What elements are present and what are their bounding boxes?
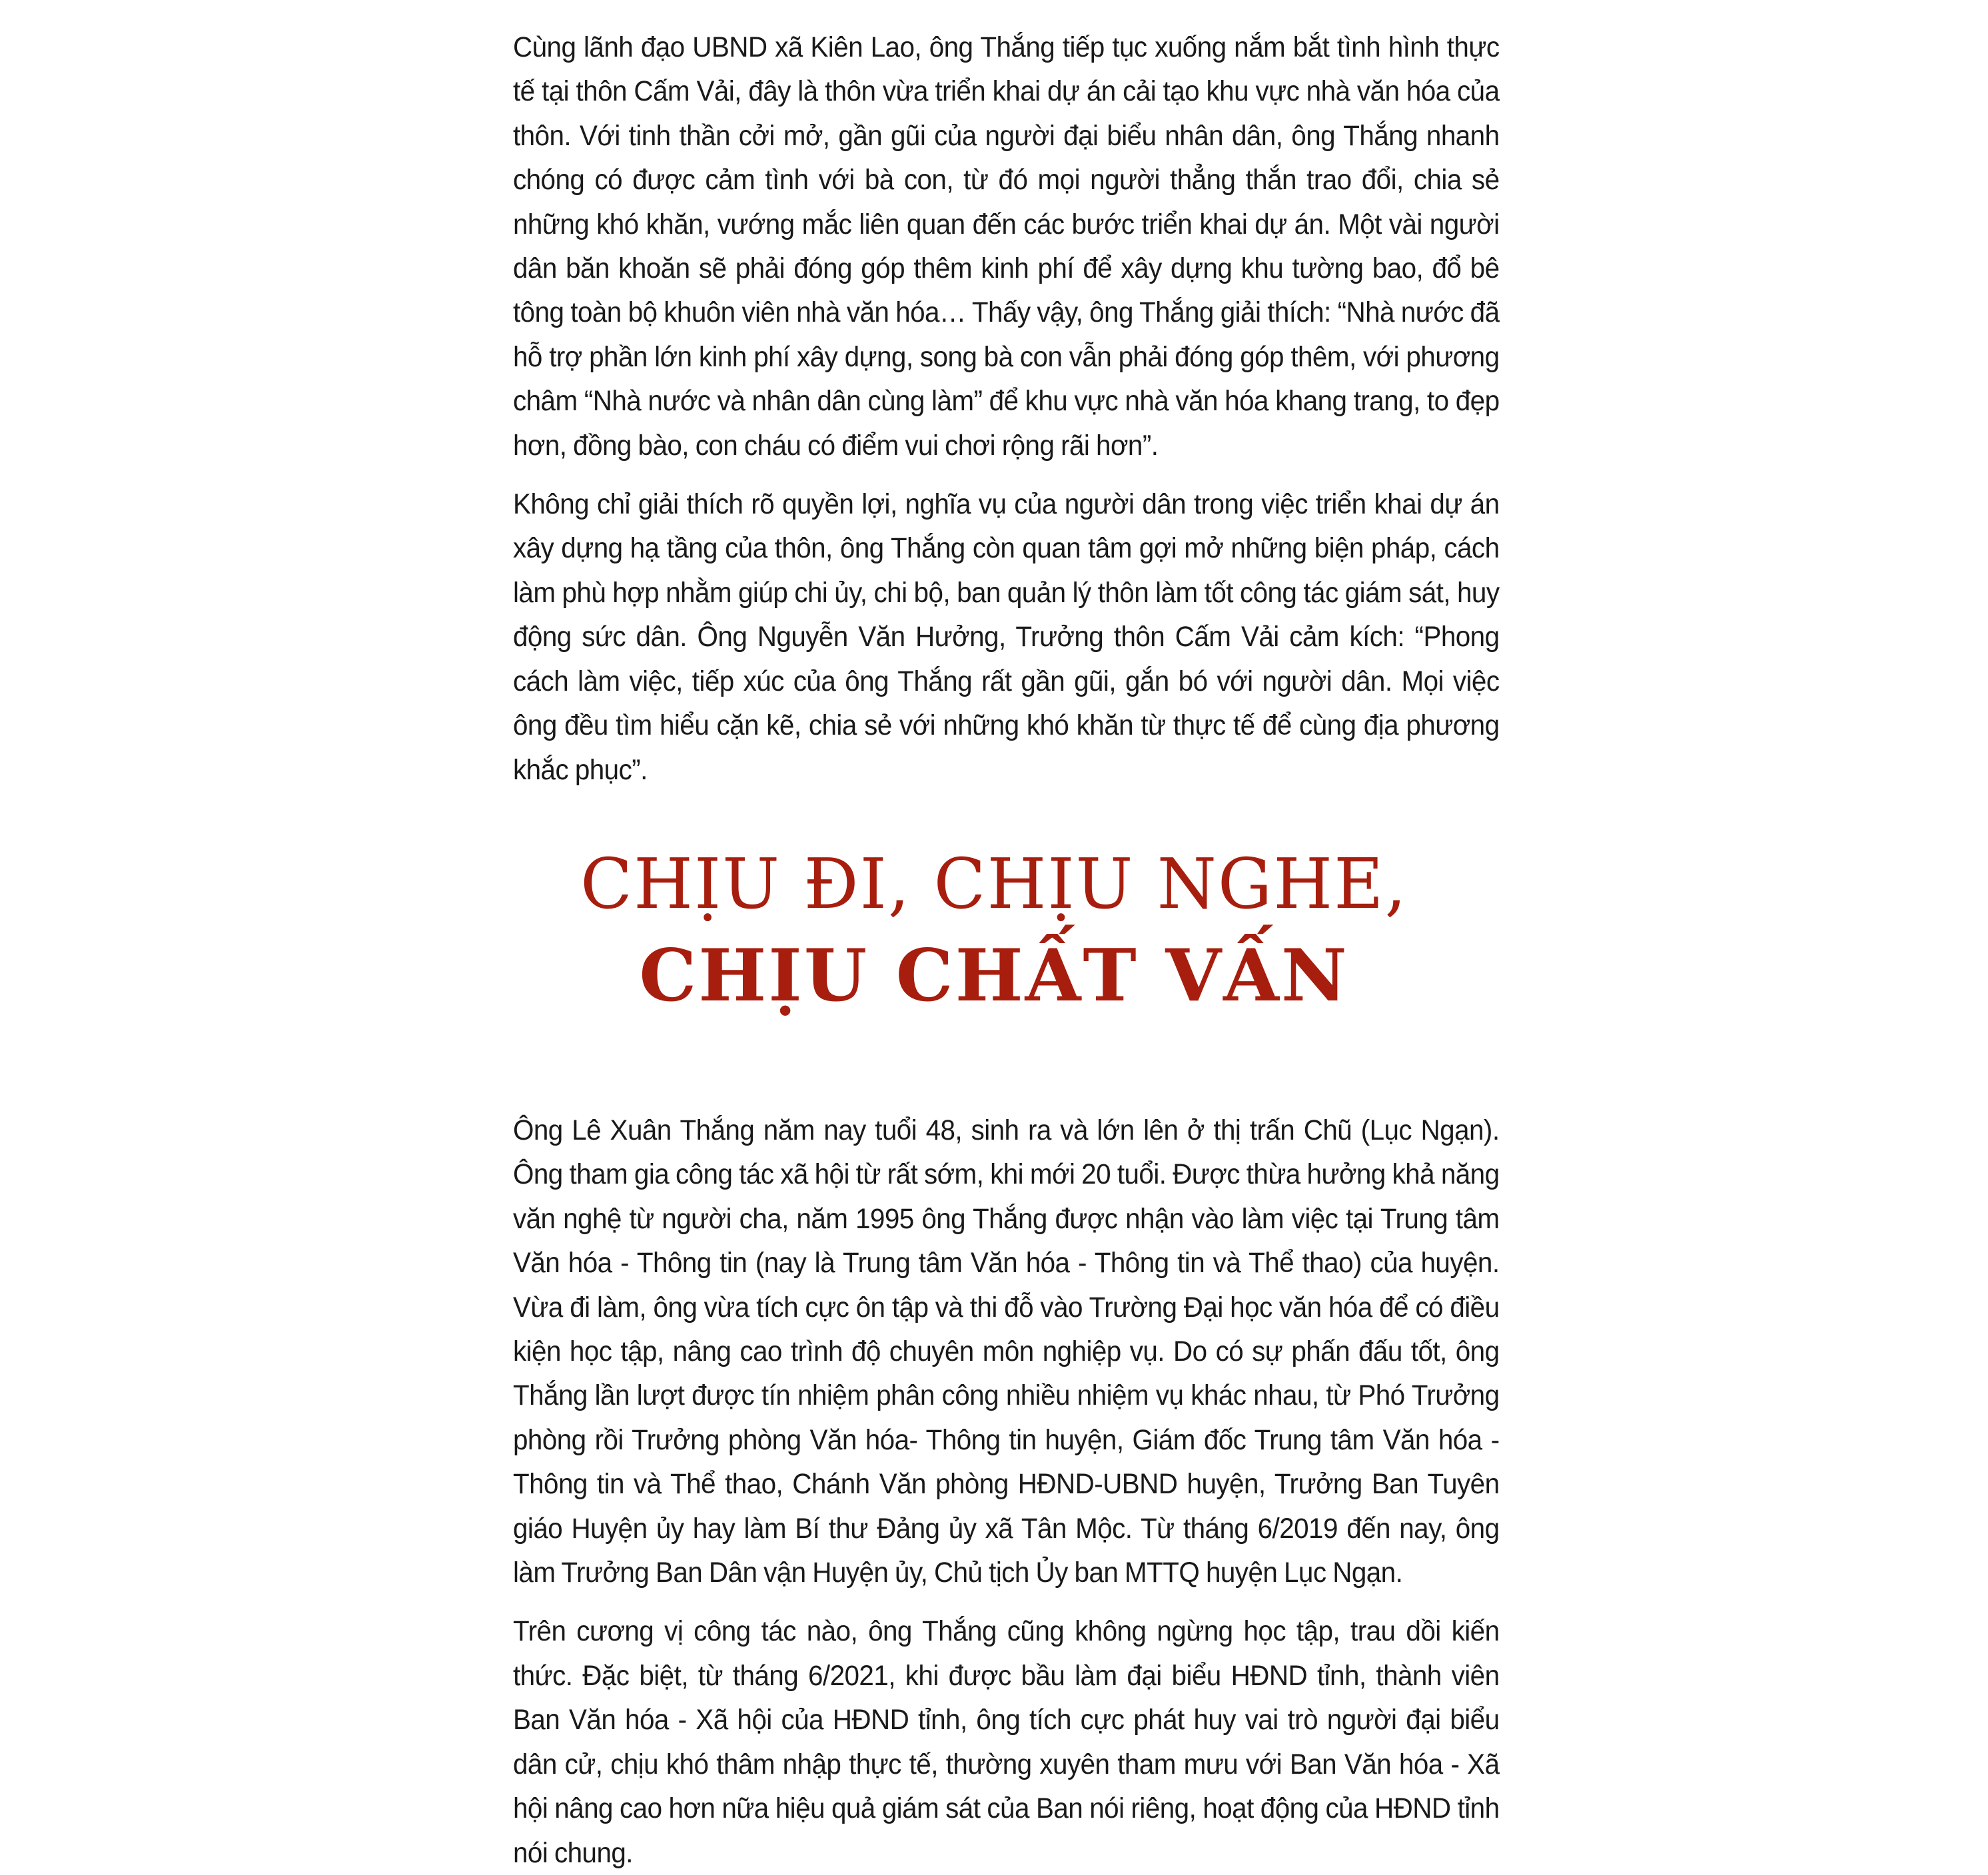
section-heading	[0, 838, 1988, 1022]
article-section-bottom	[513, 1108, 1499, 1875]
body-paragraph-3: Ông Lê Xuân Thắng năm nay tuổi 48, sinh ra và lớn lên ở thị trấn Chũ (Lục Ngạn). Ông tham gia công tác xã hội từ rất sớm, khi mới 20 tuổi. Được thừa hưởng khả năng văn nghệ từ người cha, năm 1995 ông Thắng được nhận vào làm việc tại Trung tâm Văn hóa - Thông tin (nay là Trung tâm Văn hóa - Thông tin và Thể thao) của huyện. Vừa đi làm, ông vừa tích cực ôn tập và thi đỗ vào Trường Đại học văn hóa để có điều kiện học tập, nâng cao trình độ chuyên môn nghiệp vụ. Do có sự phấn đấu tốt, ông Thắng lần lượt được tín nhiệm phân công nhiều nhiệm vụ khác nhau, từ Phó Trưởng phòng rồi Trưởng phòng Văn hóa- Thông tin huyện, Giám đốc Trung tâm Văn hóa - Thông tin và Thể thao, Chánh Văn phòng HĐND-UBND huyện, Trưởng Ban Tuyên giáo Huyện ủy hay làm Bí thư Đảng ủy xã Tân Mộc. Từ tháng 6/2019 đến nay, ông làm Trưởng Ban Dân vận Huyện ủy, Chủ tịch Ủy ban MTTQ huyện Lục Ngạn.	[513, 1114, 1500, 1589]
body-paragraph-1: Cùng lãnh đạo UBND xã Kiên Lao, ông Thắng tiếp tục xuống nắm bắt tình hình thực tế tại thôn Cấm Vải, đây là thôn vừa triển khai dự án cải tạo khu vực nhà văn hóa của thôn. Với tinh thần cởi mở, gần gũi của người đại biểu nhân dân, ông Thắng nhanh chóng có được cảm tình với bà con, từ đó mọi người thẳng thắn trao đổi, chia sẻ những khó khăn, vướng mắc liên quan đến các bước triển khai dự án. Một vài người dân băn khoăn sẽ phải đóng góp thêm kinh phí để xây dựng khu tường bao, đổ bê tông toàn bộ khuôn viên nhà văn hóa… Thấy vậy, ông Thắng giải thích: “Nhà nước đã hỗ trợ phần lớn kinh phí xây dựng, song bà con vẫn phải đóng góp thêm, với phương châm “Nhà nước và nhân dân cùng làm” để khu vực nhà văn hóa khang trang, to đẹp hơn, đồng bào, con cháu có điểm vui chơi rộng rãi hơn”.	[513, 31, 1500, 462]
section-heading-line-2: CHỊU CHẤT VẤN	[639, 934, 1349, 1018]
body-paragraph-4: Trên cương vị công tác nào, ông Thắng cũng không ngừng học tập, trau dồi kiến thức. Đặc biệt, từ tháng 6/2021, khi được bầu làm đại biểu HĐND tỉnh, thành viên Ban Văn hóa - Xã hội của HĐND tỉnh, ông tích cực phát huy vai trò người đại biểu dân cử, chịu khó thâm nhập thực tế, thường xuyên tham mưu với Ban Văn hóa - Xã hội nâng cao hơn nữa hiệu quả giám sát của Ban nói riêng, hoạt động của HĐND tỉnh nói chung.	[513, 1615, 1500, 1869]
body-paragraph-2: Không chỉ giải thích rõ quyền lợi, nghĩa vụ của người dân trong việc triển khai dự án xây dựng hạ tầng của thôn, ông Thắng còn quan tâm gợi mở những biện pháp, cách làm phù hợp nhằm giúp chi ủy, chi bộ, ban quản lý thôn làm tốt công tác giám sát, huy động sức dân. Ông Nguyễn Văn Hưởng, Trưởng thôn Cấm Vải cảm kích: “Phong cách làm việc, tiếp xúc của ông Thắng rất gần gũi, gắn bó với người dân. Mọi việc ông đều tìm hiểu cặn kẽ, chia sẻ với những khó khăn từ thực tế để cùng địa phương khắc phục”.	[513, 488, 1500, 786]
section-heading-line-1: CHỊU ĐI, CHỊU NGHE,	[580, 843, 1408, 925]
article-section-top	[513, 25, 1499, 792]
